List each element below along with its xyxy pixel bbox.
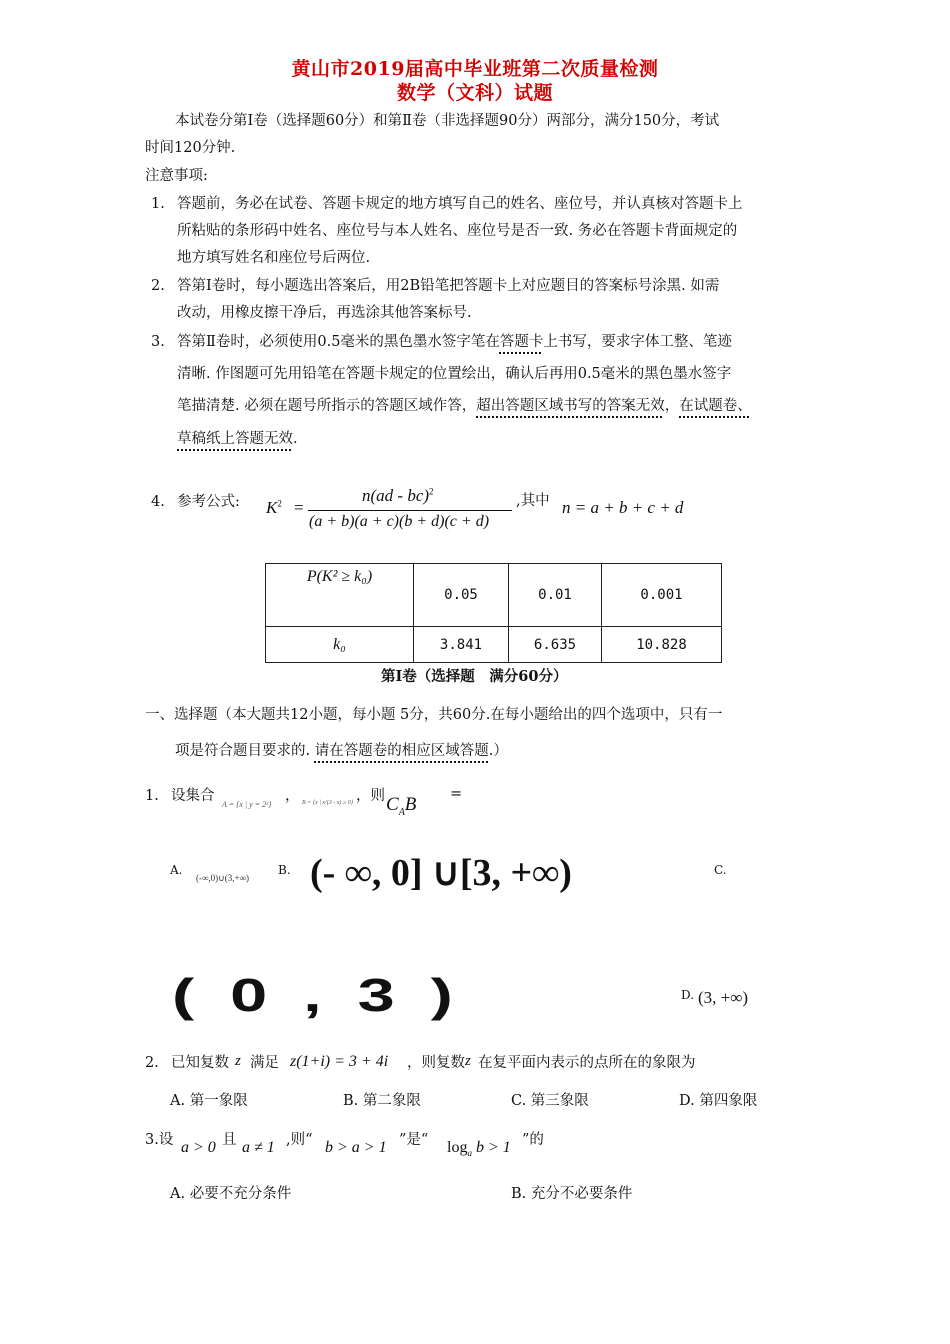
q3-log: log xyxy=(447,1139,468,1156)
q3-is: ”是“ xyxy=(399,1132,429,1148)
note-2-line-2: 改动，用橡皮擦干净后，再选涂其他答案标号. xyxy=(177,305,472,321)
note-3-emphasis-invalid: 超出答题区域书写的答案无效 xyxy=(476,398,665,414)
q1-option-d-value: (3, +∞) xyxy=(698,988,749,1007)
q3-and: 且 xyxy=(222,1132,237,1148)
q2-number: 2. xyxy=(145,1055,159,1071)
q1-set-a: A = {x | y = 2ˣ} xyxy=(222,800,272,809)
q1-complement-b: B xyxy=(404,794,417,815)
q3-cond-2: a ≠ 1 xyxy=(242,1139,275,1156)
formula-k2 xyxy=(266,498,282,518)
note-3-line-1 xyxy=(177,332,732,352)
q1-complement xyxy=(386,794,416,818)
q2-text-1: 已知复数 xyxy=(171,1055,229,1071)
q2-text-3: ，则复数 xyxy=(407,1055,465,1071)
formula-where: ,其中 xyxy=(516,493,550,509)
q2-option-b: B. 第二象限 xyxy=(343,1093,421,1109)
formula-k: K xyxy=(266,498,278,517)
q2-text-2: 满足 xyxy=(250,1055,279,1071)
note-2-number: 2. xyxy=(151,278,165,294)
q1-number: 1. xyxy=(145,788,159,804)
note-3-line-3a: 笔描清楚. 必须在题号所指示的答题区域作答， xyxy=(177,398,477,414)
q3-option-a: A. 必要不充分条件 xyxy=(170,1186,292,1202)
note-3-line-1c: 上书写，要求字体工整、笔迹 xyxy=(543,334,732,350)
section-intro-emphasis: 请在答题卷的相应区域答题 xyxy=(314,743,489,759)
table-cell: 0.001 xyxy=(602,564,722,627)
q3-of: ”的 xyxy=(522,1132,544,1148)
q2-text-4: 在复平面内表示的点所在的象限为 xyxy=(478,1055,696,1071)
table-header-k0: k₀ xyxy=(266,627,414,663)
formula-numerator-exponent: 2 xyxy=(429,486,434,497)
note-3-emphasis-draft: 草稿纸上答题无效 xyxy=(177,431,293,447)
q1-text: 设集合 xyxy=(171,788,215,804)
q1-option-a-value: (-∞,0)∪(3,+∞) xyxy=(196,873,249,883)
q3-option-b: B. 充分不必要条件 xyxy=(511,1186,633,1202)
q3-condition-p: b > a > 1 xyxy=(325,1139,387,1156)
q2-equation: z(1+i) = 3 + 4i xyxy=(290,1053,389,1070)
q1-option-d-label: D. xyxy=(681,988,695,1002)
q1-option-b-label: B. xyxy=(278,863,291,877)
note-3-number: 3. xyxy=(151,334,165,350)
note-3-line-4b: . xyxy=(293,431,298,447)
note-4-label: 参考公式: xyxy=(177,494,240,510)
q1-option-c-label: C. xyxy=(714,863,727,877)
section-heading: 第Ⅰ卷（选择题 满分60分） xyxy=(381,668,568,685)
q1-set-b: B = {x | x/(3 - x) ≥ 0} xyxy=(302,800,354,806)
formula-k-exponent: 2 xyxy=(277,498,282,509)
q3-number: 3.设 xyxy=(145,1132,174,1148)
section-intro-line-2 xyxy=(175,741,508,761)
formula-equals: = xyxy=(294,498,304,517)
note-3-line-3 xyxy=(177,396,752,416)
note-3-line-2: 清晰. 作图题可先用铅笔在答题卡规定的位置绘出，确认后再用0.5毫米的黑色墨水签字 xyxy=(177,366,732,382)
note-4-number: 4. xyxy=(151,494,165,510)
q3-then: ,则“ xyxy=(286,1132,313,1148)
q1-option-b-value: (- ∞, 0] ∪[3, +∞) xyxy=(310,852,572,894)
table-cell: 10.828 xyxy=(602,627,722,663)
formula-fraction-bar xyxy=(308,510,512,511)
intro-line-1: 本试卷分第Ⅰ卷（选择题60分）和第Ⅱ卷（非选择题90分）两部分，满分150分，考试 xyxy=(175,113,720,129)
q1-then: ，则 xyxy=(356,788,385,804)
q3-log-base: a xyxy=(467,1148,472,1159)
section-intro-2c: .） xyxy=(488,743,508,759)
q3-cond-1: a > 0 xyxy=(181,1139,216,1156)
formula-n-definition: n = a + b + c + d xyxy=(562,498,684,517)
q3-condition-q xyxy=(447,1139,511,1158)
note-3-line-1a: 答第Ⅱ卷时，必须使用0.5毫米的黑色墨水签字笔在 xyxy=(177,334,500,350)
critical-value-table xyxy=(265,563,722,663)
q1-complement-sub: A xyxy=(398,806,405,818)
section-intro-line-1: 一、选择题（本大题共12小题，每小题 5分，共60分.在每小题给出的四个选项中，只有一 xyxy=(145,707,723,723)
note-1-number: 1. xyxy=(151,196,165,212)
formula-denominator: (a + b)(a + c)(b + d)(c + d) xyxy=(309,513,490,530)
q1-option-a-label: A. xyxy=(170,863,183,877)
note-3-line-3c: ， xyxy=(664,398,680,414)
section-intro-2a: 项是符合题目要求的. xyxy=(175,743,315,759)
q2-z-2: z xyxy=(465,1053,471,1069)
table-cell: 0.05 xyxy=(414,564,509,627)
table-row xyxy=(266,627,722,663)
q2-option-c: C. 第三象限 xyxy=(511,1093,589,1109)
q1-equals: = xyxy=(450,786,463,802)
intro-line-2: 时间120分钟. xyxy=(145,140,236,156)
q1-comma: ， xyxy=(285,788,300,804)
page-subtitle: 数学（文科）试题 xyxy=(396,82,553,104)
table-header-probability: P(K² ≥ k₀) xyxy=(266,564,414,627)
table-cell: 6.635 xyxy=(509,627,602,663)
table-cell: 3.841 xyxy=(414,627,509,663)
note-3-emphasis-answer-card: 答题卡 xyxy=(499,334,544,350)
page-title: 黄山市2019届高中毕业班第二次质量检测 xyxy=(291,58,659,80)
q3-log-rest: b > 1 xyxy=(475,1139,511,1156)
note-1-line-3: 地方填写姓名和座位号后两位. xyxy=(177,250,371,266)
table-cell: 0.01 xyxy=(509,564,602,627)
formula-numerator-text: n(ad - bc) xyxy=(362,486,430,505)
formula-numerator xyxy=(362,486,434,506)
note-3-line-4 xyxy=(177,429,298,449)
q1-option-c-value: ( 0 , 3 ) xyxy=(172,969,462,1021)
note-1-line-1: 答题前，务必在试卷、答题卡规定的地方填写自己的姓名、座位号，并认真核对答题卡上 xyxy=(177,196,743,212)
note-3-emphasis-exam-paper: 在试题卷、 xyxy=(679,398,752,414)
q2-z-1: z xyxy=(235,1053,241,1069)
notes-heading: 注意事项: xyxy=(145,168,208,184)
table-row xyxy=(266,564,722,627)
q2-option-d: D. 第四象限 xyxy=(679,1093,758,1109)
note-2-line-1: 答第Ⅰ卷时，每小题选出答案后，用2B铅笔把答题卡上对应题目的答案标号涂黑. 如需 xyxy=(177,278,720,294)
q2-option-a: A. 第一象限 xyxy=(170,1093,248,1109)
note-1-line-2: 所粘贴的条形码中姓名、座位号与本人姓名、座位号是否一致. 务必在答题卡背面规定的 xyxy=(177,223,738,239)
q1-complement-c: C xyxy=(386,794,399,815)
